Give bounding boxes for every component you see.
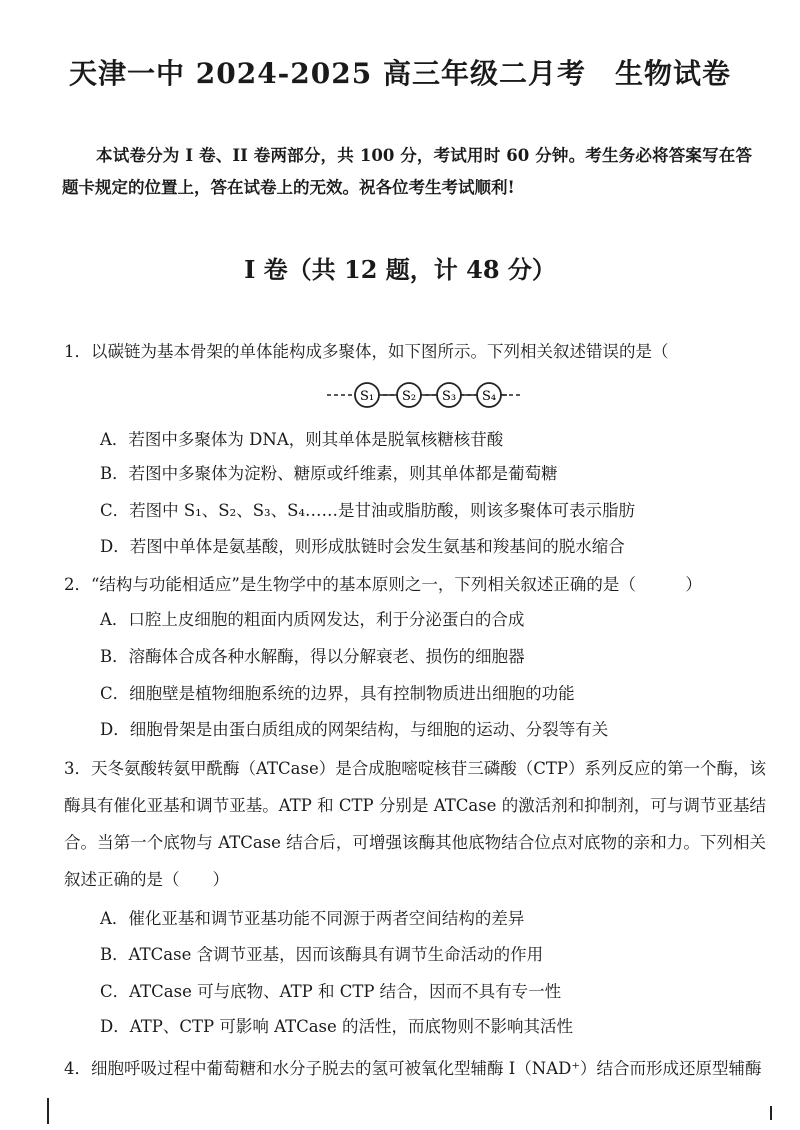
question-3-option-c: C．ATCase 可与底物、ATP 和 CTP 结合，因而不具有专一性 [100, 982, 562, 1001]
question-2-option-d: D．细胞骨架是由蛋白质组成的网架结构，与细胞的运动、分裂等有关 [100, 720, 609, 739]
monomer-s1 [355, 383, 379, 407]
question-2-option-b: B．溶酶体合成各种水解酶，得以分解衰老、损伤的细胞器 [100, 647, 525, 666]
monomer-s4 [477, 383, 501, 407]
polymer-diagram [325, 378, 525, 412]
question-2-option-c: C．细胞壁是植物细胞系统的边界，具有控制物质进出细胞的功能 [100, 684, 575, 703]
question-3-option-b: B．ATCase 含调节亚基，因而该酶具有调节生命活动的作用 [100, 945, 544, 964]
question-2-stem: 2．“结构与功能相适应”是生物学中的基本原则之一，下列相关叙述正确的是（ ） [64, 575, 702, 594]
question-1-option-b: B．若图中多聚体为淀粉、糖原或纤维素，则其单体都是葡萄糖 [100, 464, 558, 483]
question-1-option-a: A．若图中多聚体为 DNA，则其单体是脱氧核糖核苷酸 [100, 430, 504, 449]
monomer-label: S₁ [359, 389, 375, 404]
question-1-option-d: D．若图中单体是氨基酸，则形成肽链时会发生氨基和羧基间的脱水缩合 [100, 537, 625, 556]
section-title: I 卷（共 12 题，计 48 分） [244, 255, 556, 284]
page-edge-mark-left [47, 1098, 49, 1124]
monomer-s2 [397, 383, 421, 407]
monomer-s3 [437, 383, 461, 407]
monomer-label: S₂ [401, 389, 417, 404]
question-1-option-c: C．若图中 S₁、S₂、S₃、S₄……是甘油或脂肪酸，则该多聚体可表示脂肪 [100, 501, 636, 520]
question-3-stem: 3．天冬氨酸转氨甲酰酶（ATCase）是合成胞嘧啶核苷三磷酸（CTP）系列反应的第一个酶，该酶具有催化亚基和调节亚基。ATP 和 CTP 分别是 ATCase 的激活剂和抑制剂，可与调节亚基结合。当第一个底物与 ATCase 结合后，可增强该酶其他底物结合位点对底物的亲和力。下列相关叙述正确的是（ ） [64, 759, 766, 889]
question-2-option-a: A．口腔上皮细胞的粗面内质网发达，利于分泌蛋白的合成 [100, 610, 525, 629]
question-3-option-a: A．催化亚基和调节亚基功能不同源于两者空间结构的差异 [100, 909, 525, 928]
exam-notice: 本试卷分为 I 卷、II 卷两部分，共 100 分，考试用时 60 分钟。考生务必将答案写在答题卡规定的位置上，答在试卷上的无效。祝各位考生考试顺利! [62, 146, 752, 197]
monomer-label: S₃ [441, 389, 457, 404]
question-1-stem: 1．以碳链为基本骨架的单体能构成多聚体，如下图所示。下列相关叙述错误的是（ [64, 342, 669, 361]
exam-title: 天津一中 2024-2025 高三年级二月考 生物试卷 [69, 57, 731, 90]
monomer-label: S₄ [481, 389, 497, 404]
page-edge-mark-right [770, 1106, 772, 1120]
question-4-stem: 4．细胞呼吸过程中葡萄糖和水分子脱去的氢可被氧化型辅酶 I（NAD⁺）结合而形成还原型辅酶 [64, 1059, 762, 1078]
question-3-option-d: D．ATP、CTP 可影响 ATCase 的活性，而底物则不影响其活性 [100, 1017, 574, 1036]
